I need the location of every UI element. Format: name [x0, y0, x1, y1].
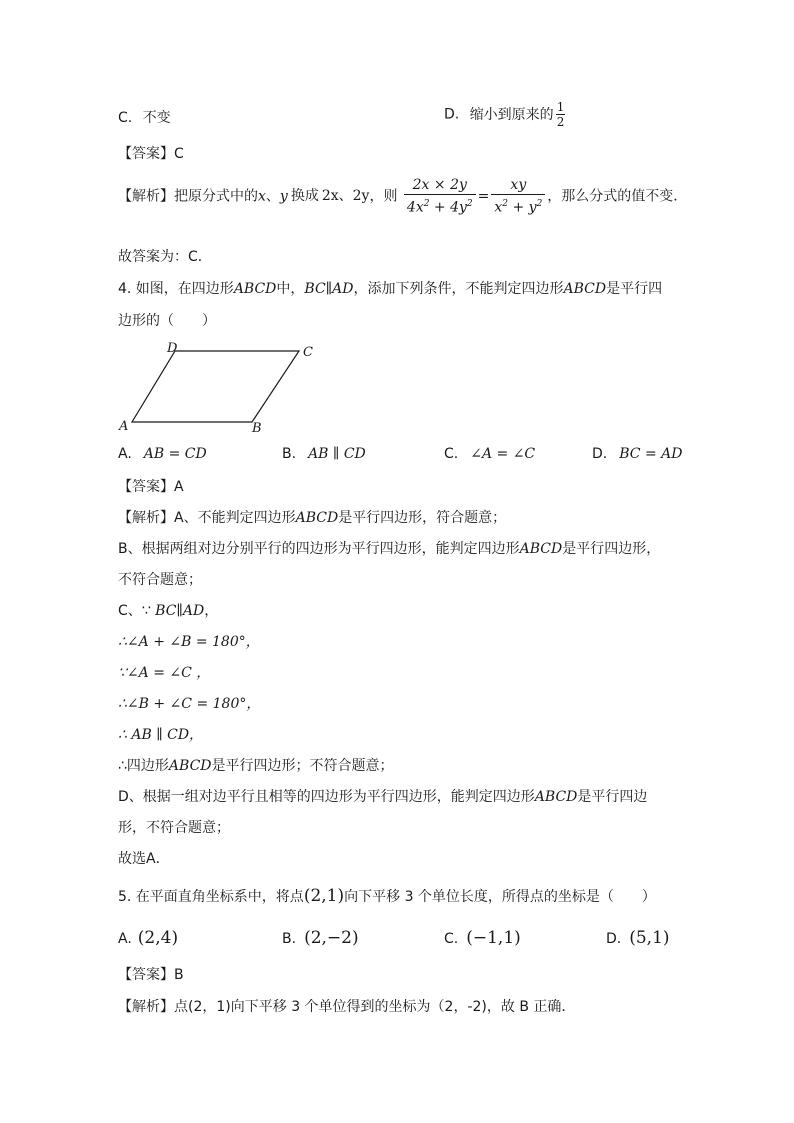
q3-option-c: C. 不变: [118, 110, 171, 126]
q3-conclusion: 故答案为：C．: [118, 249, 212, 265]
q3-option-d: D. 缩小到原来的 $\frac{1}{2}$: [444, 100, 565, 129]
q3-explanation: 【解析】把原分式中的x、y 换成 2x、2y，则 $\frac{2x \times 2y}{4x^2 + 4y^2}$ = $\frac{xy}{x^2 + y^2}$ ，那么分式的值不变．: [118, 177, 688, 216]
q4-explain-line2: B、根据两组对边分别平行的四边形为平行四边形，能判定四边形ABCD是平行四边形，: [118, 541, 661, 557]
parallelogram-figure: [112, 338, 327, 438]
parallelogram-shape: [132, 351, 299, 422]
q4-explain-line7: ∴∠B + ∠C = 180°，: [118, 696, 261, 712]
label-d: D: [167, 341, 178, 356]
fraction-one-half: $\frac{1}{2}$: [556, 100, 565, 129]
q4-explain-line4: C、∵ BC∥AD，: [118, 603, 219, 619]
q4-stem-line2: 边形的（ ）: [118, 313, 216, 329]
q5-option-d: D. (5,1): [606, 928, 670, 948]
q4-option-d: D. BC = AD: [592, 446, 683, 462]
fraction-right: $\frac{xy}{x^2 + y^2}$: [491, 176, 545, 217]
q5-option-a: A. (2,4): [118, 928, 179, 948]
q4-option-a: A. AB = CD: [118, 446, 207, 462]
q5-stem: 5. 在平面直角坐标系中，将点(2,1)向下平移 3 个单位长度，所得点的坐标是（ ）: [118, 886, 656, 906]
label-c: C: [303, 345, 313, 360]
q4-conclusion: 故选A．: [118, 851, 170, 867]
q4-option-c: C. ∠A = ∠C: [444, 446, 536, 462]
q4-explain-line5: ∴∠A + ∠B = 180°，: [118, 634, 260, 650]
q5-explanation: 【解析】点(2，1)向下平移 3 个单位得到的坐标为（2，-2)，故 B 正确．: [118, 999, 576, 1015]
q3-answer: 【答案】C: [118, 146, 184, 162]
fraction-left: $\frac{2x \times 2y}{4x^2 + 4y^2}$: [404, 176, 476, 217]
q4-explain-line8: ∴ AB ∥ CD，: [118, 727, 204, 743]
q5-answer: 【答案】B: [118, 967, 184, 983]
label-b: B: [252, 421, 262, 436]
q5-option-b: B. (2,−2): [282, 928, 359, 948]
q4-explain-line6: ∵∠A = ∠C ，: [118, 665, 211, 681]
q5-option-c: C. (−1,1): [444, 928, 521, 948]
q4-explain-line9: ∴四边形ABCD是平行四边形；不符合题意；: [118, 758, 394, 774]
q4-explain-line11: 形，不符合题意；: [118, 820, 230, 836]
q4-answer: 【答案】A: [118, 479, 184, 495]
q4-option-b: B. AB ∥ CD: [282, 446, 366, 462]
q4-explain-line10: D、根据一组对边平行且相等的四边形为平行四边形，能判定四边形ABCD是平行四边: [118, 789, 648, 805]
label-a: A: [119, 419, 129, 434]
q4-explain-line3: 不符合题意；: [118, 572, 202, 588]
q4-explain-line1: 【解析】A、不能判定四边形ABCD是平行四边形，符合题意；: [118, 510, 507, 526]
q4-stem-line1: 4. 如图，在四边形ABCD中，BC∥AD，添加下列条件，不能判定四边形ABCD是平行四: [118, 281, 663, 297]
